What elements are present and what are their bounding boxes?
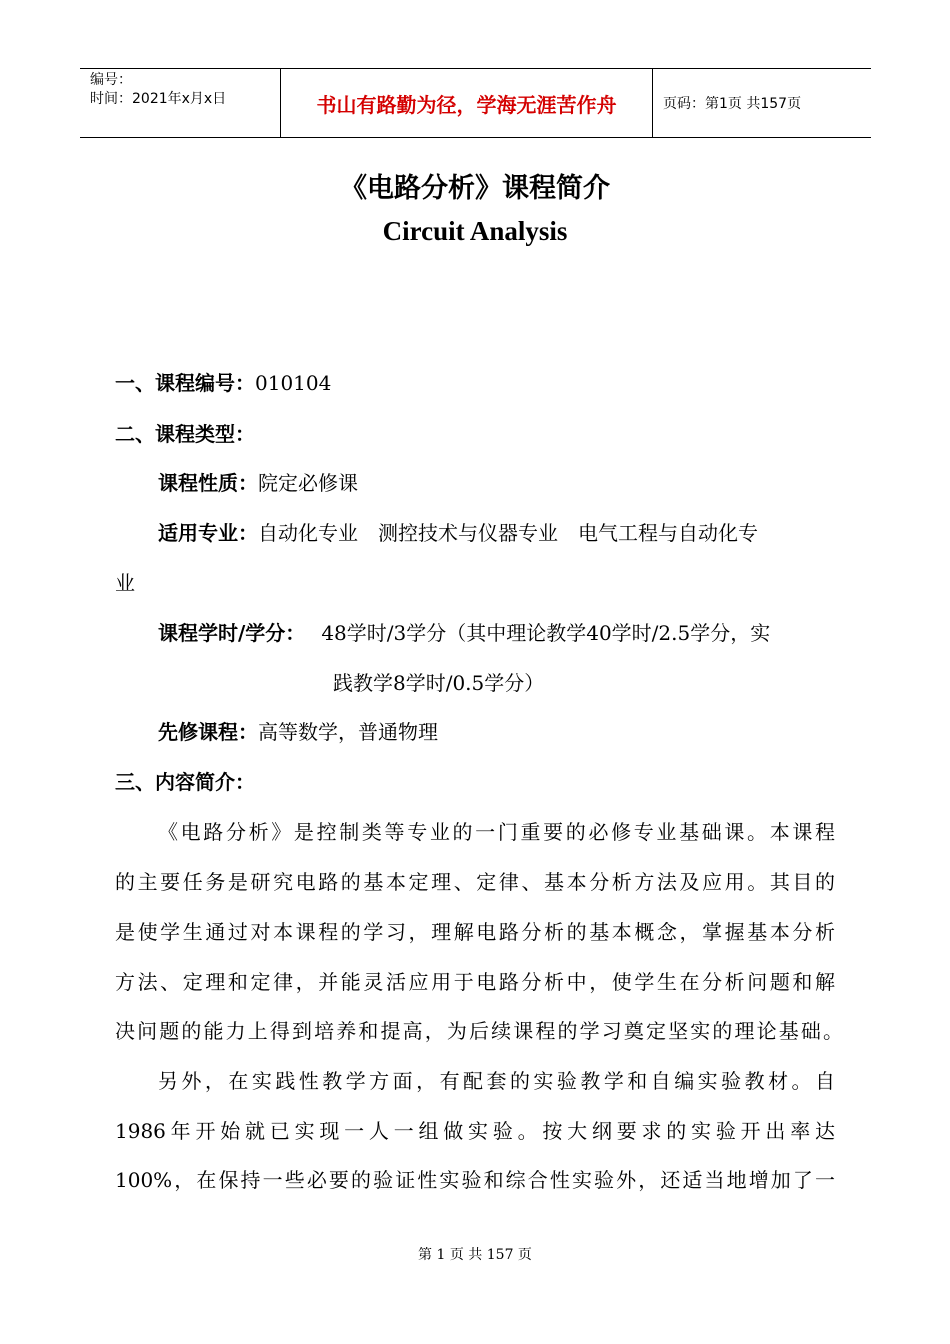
header-motto: 书山有路勤为径，学海无涯苦作舟 xyxy=(281,69,653,137)
hours-row xyxy=(158,618,770,648)
major-value-2: 业 xyxy=(115,571,135,595)
paragraph1-line: 决问题的能力上得到培养和提高，为后续课程的学习奠定坚实的理论基础。 xyxy=(115,1019,843,1043)
course-type-label: 二、课程类型： xyxy=(115,422,255,446)
title-english: Circuit Analysis xyxy=(382,216,568,246)
paragraph2-line: 1986年开始就已实现一人一组做实验。按大纲要求的实验开出率达 xyxy=(115,1119,835,1143)
document-header xyxy=(80,68,871,138)
title-chinese: 《电路分析》课程简介 xyxy=(340,173,610,204)
hours-label: 课程学时/学分： xyxy=(158,621,306,645)
course-nature-row xyxy=(158,468,358,498)
prereq-label: 先修课程： xyxy=(158,720,258,744)
number-label: 编号： xyxy=(90,72,132,88)
major-value-1: 自动化专业 测控技术与仪器专业 电气工程与自动化专 xyxy=(258,521,758,545)
paragraph1-line: 《电路分析》是控制类等专业的一门重要的必修专业基础课。本课程 xyxy=(158,820,835,844)
hours-value-1: 48学时/3学分（其中理论教学40学时/2.5学分，实 xyxy=(321,621,771,645)
paragraph1-line: 方法、定理和定律，并能灵活应用于电路分析中，使学生在分析问题和解 xyxy=(115,970,835,994)
paragraph1-line: 是使学生通过对本课程的学习，理解电路分析的基本概念，掌握基本分析 xyxy=(115,920,835,944)
course-number-value: 010104 xyxy=(255,371,332,395)
course-number-label: 一、课程编号： xyxy=(115,371,255,395)
time-label: 时间：2021年x月x日 xyxy=(90,91,227,107)
course-number-row xyxy=(115,368,331,398)
nature-label: 课程性质： xyxy=(158,471,258,495)
content-label: 三、内容简介： xyxy=(115,770,255,794)
prereq-row xyxy=(158,717,438,747)
major-row xyxy=(158,518,758,548)
page-footer: 第 1 页 共 157 页 xyxy=(418,1247,532,1263)
nature-value: 院定必修课 xyxy=(258,471,358,495)
paragraph2-line: 另外，在实践性教学方面，有配套的实验教学和自编实验教材。自 xyxy=(158,1069,835,1093)
major-label: 适用专业： xyxy=(158,521,258,545)
hours-value-2: 践教学8学时/0.5学分） xyxy=(333,671,545,695)
header-left-cell xyxy=(80,69,281,137)
paragraph1-line: 的主要任务是研究电路的基本定理、定律、基本分析方法及应用。其目的 xyxy=(115,870,835,894)
header-page-info: 页码：第1页 共157页 xyxy=(663,96,802,112)
paragraph2-line: 100%，在保持一些必要的验证性实验和综合性实验外，还适当地增加了一 xyxy=(115,1168,835,1192)
prereq-value: 高等数学，普通物理 xyxy=(258,720,438,744)
